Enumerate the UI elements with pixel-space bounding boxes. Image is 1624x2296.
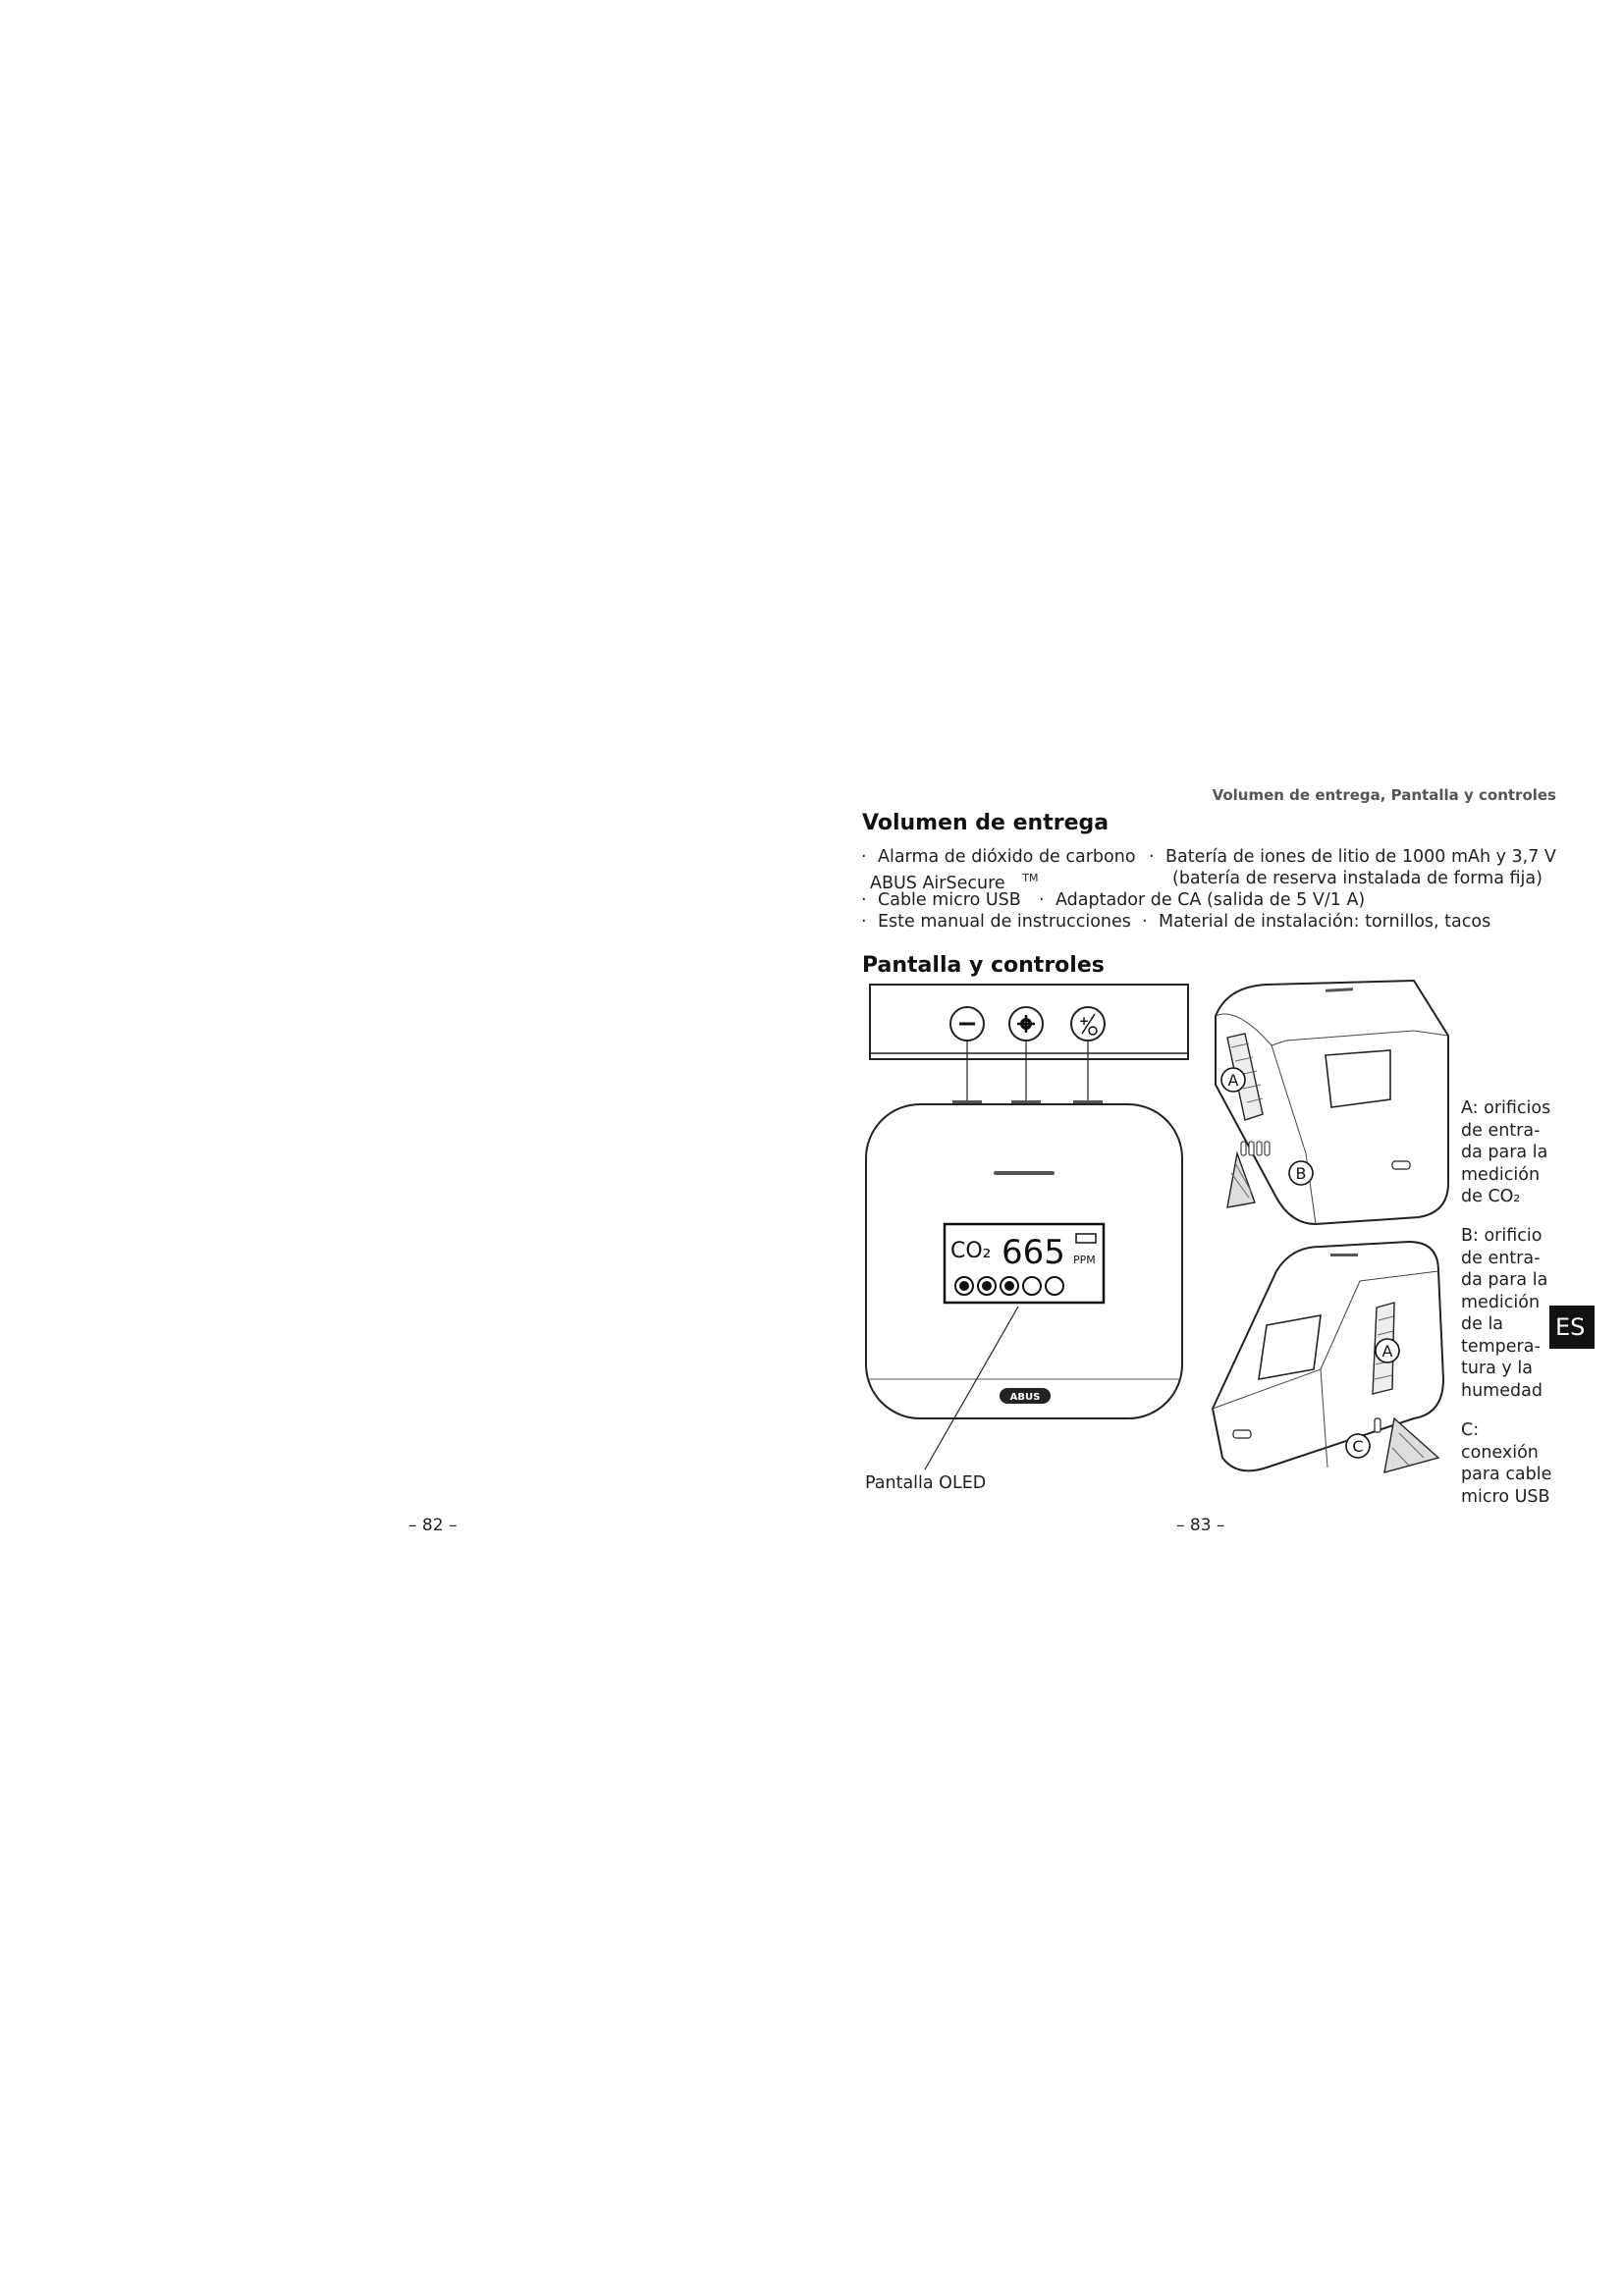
bullet-icon: · <box>861 912 867 932</box>
svg-text:+: + <box>1079 1014 1090 1028</box>
delivery-item-1-cont: ABUS AirSecure ™ <box>870 872 1039 893</box>
abus-logo-text: ABUS <box>1009 1392 1041 1403</box>
device-front-body <box>866 1104 1182 1418</box>
svg-text:A: A <box>1227 1071 1239 1090</box>
legend-b: B: orificio de entra- da para la medición de la tempera- tura y la humedad <box>1461 1226 1548 1401</box>
oled-screen <box>945 1224 1104 1303</box>
section-title-delivery: Volumen de entrega <box>862 811 1110 835</box>
minus-button-icon <box>950 1007 984 1041</box>
stand-upper <box>1227 1153 1255 1207</box>
page-number-left: – 82 – <box>408 1516 458 1535</box>
callout-b <box>1289 1161 1313 1185</box>
settings-button-icon <box>1009 1007 1043 1041</box>
callout-a-lower <box>1376 1339 1399 1362</box>
svg-text:C: C <box>1352 1437 1364 1456</box>
screen-value: 665 <box>1001 1233 1065 1272</box>
legend-c: C: conexión para cable micro USB <box>1461 1420 1552 1507</box>
page-number-right: – 83 – <box>1176 1516 1225 1535</box>
bullet-icon: · <box>861 847 867 867</box>
svg-text:A: A <box>1381 1342 1393 1361</box>
callout-c <box>1346 1434 1370 1458</box>
delivery-item-2-cont: (batería de reserva instalada de forma fija) <box>1172 869 1543 888</box>
legend-a: A: orificios de entra- da para la medición de CO₂ <box>1461 1098 1551 1206</box>
callout-a-upper <box>1221 1068 1245 1092</box>
screen-gas-label: CO₂ <box>950 1239 992 1263</box>
oled-label: Pantalla OLED <box>865 1473 987 1493</box>
delivery-item-6: · Material de instalación: tornillos, tacos <box>1142 912 1491 932</box>
device-side-illustrations <box>1198 977 1463 1507</box>
language-tab: ES <box>1549 1306 1595 1349</box>
usb-port <box>1375 1418 1380 1432</box>
bullet-icon: · <box>861 890 867 910</box>
bullet-icon: · <box>1149 847 1155 867</box>
running-header: Volumen de entrega, Pantalla y controles <box>1212 786 1556 804</box>
device-front-illustration <box>854 977 1208 1487</box>
trademark-mark: TM <box>1022 872 1039 884</box>
device-perspective-lower <box>1213 1242 1443 1472</box>
bullet-icon: · <box>1039 890 1045 910</box>
delivery-item-2: · Batería de iones de litio de 1000 mAh y 3,7 V <box>1149 847 1556 867</box>
section-title-display: Pantalla y controles <box>862 953 1105 978</box>
svg-text:B: B <box>1295 1164 1307 1183</box>
bullet-icon: · <box>1142 912 1148 932</box>
device-top-view <box>870 985 1188 1059</box>
device-perspective-upper <box>1216 981 1448 1224</box>
delivery-item-1: · Alarma de dióxido de carbono <box>861 847 1136 867</box>
screen-unit: PPM <box>1073 1254 1096 1266</box>
plus-power-button-icon <box>1071 1007 1105 1041</box>
delivery-item-5: · Este manual de instrucciones <box>861 912 1131 932</box>
delivery-item-4: · Adaptador de CA (salida de 5 V/1 A) <box>1039 890 1366 910</box>
delivery-item-3: · Cable micro USB <box>861 890 1021 910</box>
